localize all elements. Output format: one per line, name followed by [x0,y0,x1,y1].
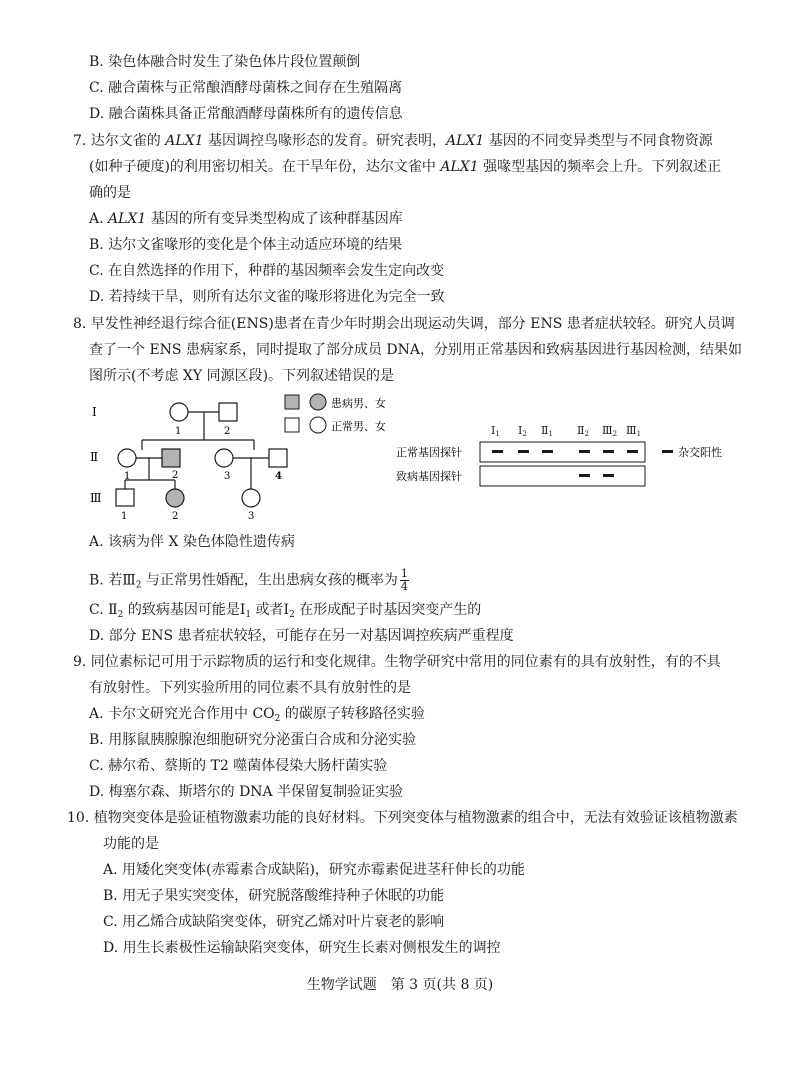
pedigree-ii1-normal-female [118,449,136,467]
generation-label-i: Ⅰ [92,405,97,419]
pedigree-ii4-normal-male [269,449,287,467]
pedigree-iii3-normal-female [242,489,260,507]
pedigree-label-ii1: 1 [124,471,131,482]
pedigree-i1-normal-female [170,403,188,421]
band-normal-iii1 [627,450,638,453]
probe-disease-strip [480,466,645,486]
hybrid-positive-label: 杂交阳性 [678,446,722,459]
col-header-6: Ⅲ1 [626,424,642,438]
q7-option-a: A. ALX1 基因的所有变异类型构成了该种群基因库 [89,211,403,227]
pedigree-chart [80,388,386,523]
q7-option-c: C. 在自然选择的作用下，种群的基因频率会发生定向改变 [89,263,445,279]
q7-stem-line-2: (如种子硬度)的利用密切相关。在干旱年份，达尔文雀中 ALX1 强喙型基因的频率会上升。下列叙述正 [89,159,722,175]
q9-option-c: C. 赫尔希、蔡斯的 T2 噬菌体侵染大肠杆菌实验 [89,758,388,774]
probe-hybridization-table [392,420,737,490]
probe-normal-label: 正常基因探针 [396,446,462,459]
q10-option-c: C. 用乙烯合成缺陷突变体，研究乙烯对叶片衰老的影响 [103,914,445,930]
q9-option-d: D. 梅塞尔森、斯塔尔的 DNA 半保留复制验证实验 [89,784,404,800]
probe-column-headers [491,424,641,438]
band-normal-i1 [492,450,503,453]
pedigree-i2-normal-male [219,403,237,421]
q9-stem-line-1: 9. 同位素标记可用于示踪物质的运行和变化规律。生物学研究中常用的同位素有的具有放射性，有的不具 [73,654,721,670]
pedigree-ii3-normal-female [215,449,233,467]
q6-option-d: D. 融合菌株具备正常酿酒酵母菌株所有的遗传信息 [89,106,403,122]
q9-stem-line-2: 有放射性。下列实验所用的同位素不具有放射性的是 [89,680,411,696]
q6-option-b: B. 染色体融合时发生了染色体片段位置颠倒 [89,54,361,70]
q9-option-a: A. 卡尔文研究光合作用中 $CO_2$ 的碳原子转移路径实验 [89,706,425,724]
pedigree-label-ii3: 3 [224,471,231,482]
pedigree-ii2-affected-male [162,449,180,467]
q8-stem-line-3: 图所示(不考虑 XY 同源区段)。下列叙述错误的是 [89,368,395,384]
band-normal-iii2 [603,450,614,453]
q10-option-d: D. 用生长素极性运输缺陷突变体，研究生长素对侧根发生的调控 [103,940,501,956]
q8-option-a: A. 该病为伴 X 染色体隐性遗传病 [89,534,295,550]
legend-affected-female-symbol [310,394,326,410]
probe-disease-label: 致病基因探针 [396,470,462,483]
legend-affected-label: 患病男、女 [331,397,386,410]
legend-normal-label: 正常男、女 [331,420,386,433]
col-header-2: Ⅰ2 [518,424,527,438]
legend-normal-male-symbol [285,418,299,432]
pedigree-iii2-affected-female [166,489,184,507]
col-header-4: Ⅱ2 [577,424,589,438]
col-header-3: Ⅱ1 [541,424,553,438]
q10-option-a: A. 用矮化突变体(赤霉素合成缺陷)，研究赤霉素促进茎秆伸长的功能 [103,862,525,878]
generation-label-ii: Ⅱ [90,450,99,464]
band-normal-i2 [518,450,529,453]
q8-stem-line-2: 查了一个 ENS 患病家系，同时提取了部分成员 DNA，分别用正常基因和致病基因进行基因检测，结果如 [89,342,742,358]
legend-affected-male-symbol [285,395,299,409]
q7-stem-line-3: 确的是 [89,185,131,201]
pedigree-label-ii4: 4 [275,471,282,482]
col-header-1: Ⅰ1 [491,424,500,438]
probe-normal-strip [480,442,645,462]
q10-stem-line-2: 功能的是 [103,836,159,852]
col-header-5: Ⅲ2 [602,424,618,438]
pedigree-label-iii2: 2 [172,511,179,522]
pedigree-label-i2: 2 [224,426,231,437]
pedigree-label-iii1: 1 [121,511,128,522]
band-disease-iii2 [603,474,614,477]
probability-fraction: $\frac{1}{4}$ [400,567,408,593]
q8-option-c: C. $Ⅱ_2$ 的致病基因可能是$Ⅰ_1$ 或者$Ⅰ_2$ 在形成配子时基因突变产生的 [89,602,482,620]
q10-stem-line-1: 10. 植物突变体是验证植物激素功能的良好材料。下列突变体与植物激素的组合中，无法有效验证该植物激素 [67,810,738,826]
band-normal-ii2 [579,450,590,453]
legend-normal-female-symbol [310,417,326,433]
page-footer: 生物学试题 第 3 页(共 8 页) [306,977,494,993]
generation-label-iii: Ⅲ [90,491,102,505]
q8-option-d: D. 部分 ENS 患者症状较轻，可能存在另一对基因调控疾病严重程度 [89,628,514,644]
band-disease-ii2 [579,474,590,477]
band-normal-ii1 [542,450,553,453]
pedigree-iii1-normal-male [116,489,134,506]
pedigree-label-i1: 1 [175,426,182,437]
q7-option-b: B. 达尔文雀喙形的变化是个体主动适应环境的结果 [89,237,403,253]
hybrid-positive-legend-band [662,450,673,453]
q7-option-d: D. 若持续干旱，则所有达尔文雀的喙形将进化为完全一致 [89,289,445,305]
pedigree-label-ii2: 2 [172,470,179,481]
q9-option-b: B. 用豚鼠胰腺腺泡细胞研究分泌蛋白合成和分泌实验 [89,732,417,748]
q10-option-b: B. 用无子果实突变体，研究脱落酸维持种子休眠的功能 [103,888,445,904]
q7-stem-line-1: 7. 达尔文雀的 ALX1 基因调控鸟喙形态的发育。研究表明，ALX1 基因的不同变异类型与不同食物资源 [73,133,713,149]
q8-stem-line-1: 8. 早发性神经退行综合征(ENS)患者在青少年时期会出现运动失调，部分 ENS 患者症状较轻。研究人员调 [73,316,735,332]
q8-option-b: B. 若$Ⅲ_2$ 与正常男性婚配，生出患病女孩的概率为 $\frac{1}{4}$ [89,567,408,593]
pedigree-label-iii3: 3 [248,511,255,522]
q6-option-c: C. 融合菌株与正常酿酒酵母菌株之间存在生殖隔离 [89,80,403,96]
